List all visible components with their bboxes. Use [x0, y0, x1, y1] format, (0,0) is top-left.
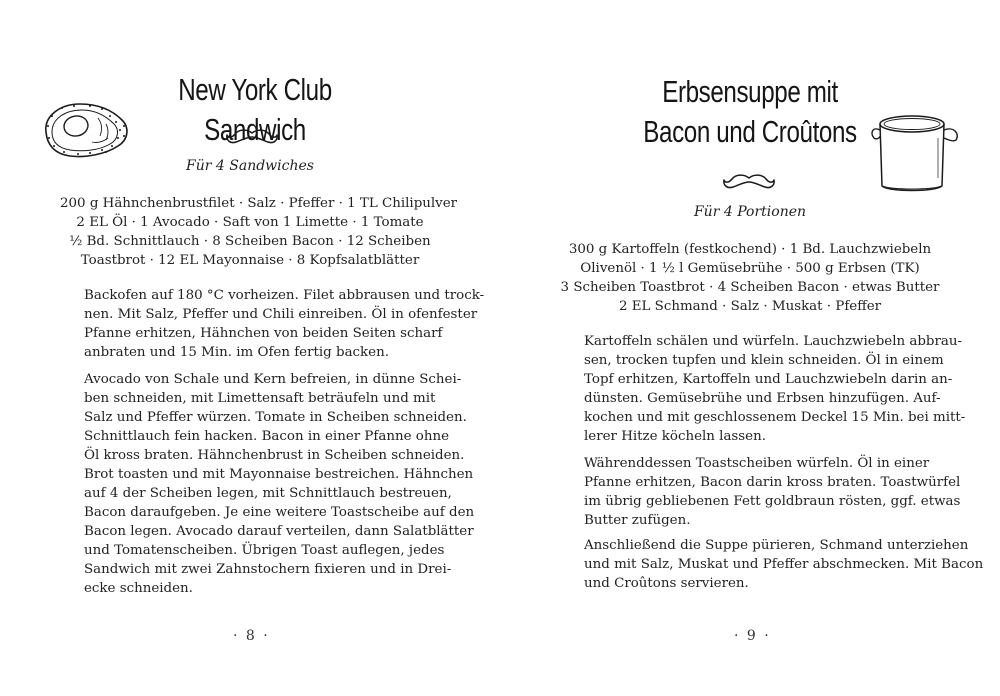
text-line: Pfanne erhitzen, Hähnchen von beiden Seiten scharf	[84, 326, 443, 341]
text-line: Bacon legen. Avocado darauf verteilen, dann Salatblätter	[84, 524, 474, 539]
text-line: Backofen auf 180 °C vorheizen. Filet abbrausen und trock-	[84, 288, 485, 303]
text-line: Salz und Pfeffer würzen. Tomate in Scheiben schneiden.	[84, 410, 467, 425]
text-line: im übrig gebliebenen Fett goldbraun rösten, ggf. etwas	[584, 494, 961, 509]
instruction-paragraph	[584, 332, 965, 446]
text-line: Brot toasten und mit Mayonnaise bestreichen. Hähnchen	[84, 467, 474, 482]
text-line: nen. Mit Salz, Pfeffer und Chili einreiben. Öl in ofenfester	[84, 307, 478, 322]
instruction-paragraph	[84, 370, 474, 598]
avocado-icon	[40, 96, 132, 162]
text-line: auf 4 der Scheiben legen, mit Schnittlauch bestreuen,	[84, 486, 452, 501]
text-line: ben schneiden, mit Limettensaft beträufeln und mit	[84, 391, 436, 406]
ingredient-line: 300 g Kartoffeln (festkochend) · 1 Bd. Lauchzwiebeln	[568, 242, 932, 257]
text-line: kochen und mit geschlossenem Deckel 15 Min. bei mitt-	[584, 410, 966, 425]
text-line: Schnittlauch fein hacken. Bacon in einer Pfanne ohne	[84, 429, 450, 444]
instruction-paragraph	[584, 454, 960, 530]
text-line: ecke schneiden.	[84, 581, 193, 596]
servings-label: Für 4 Portionen	[693, 204, 807, 220]
text-line: anbraten und 15 Min. im Ofen fertig backen.	[84, 345, 389, 360]
ingredients-list	[555, 240, 945, 316]
text-line: sen, trocken tupfen und klein schneiden. Öl in einem	[584, 353, 944, 368]
page-number: · 9 ·	[734, 628, 771, 644]
ingredients-list	[60, 194, 458, 270]
text-line: dünsten. Gemüsebrühe und Erbsen hinzufügen. Auf-	[584, 391, 941, 406]
ingredient-line: Toastbrot · 12 EL Mayonnaise · 8 Kopfsalatblätter	[80, 253, 420, 268]
title-line: New York Club Sandwich	[178, 72, 332, 147]
title-line: Bacon und Croûtons	[643, 114, 857, 149]
instruction-paragraph	[584, 536, 983, 593]
text-line: Bacon daraufgeben. Je eine weitere Toastscheibe auf den	[84, 505, 475, 520]
text-line: Kartoffeln schälen und würfeln. Lauchzwiebeln abbrau-	[584, 334, 963, 349]
text-line: Butter zufügen.	[584, 513, 691, 528]
text-line: Pfanne erhitzen, Bacon darin kross braten. Toastwürfel	[584, 475, 961, 490]
right-page	[500, 0, 1000, 696]
instruction-paragraph	[84, 286, 484, 362]
mustache-icon	[722, 170, 776, 192]
text-line: Anschließend die Suppe pürieren, Schmand unterziehen	[584, 538, 969, 553]
recipe-title	[629, 72, 871, 152]
text-line: Topf erhitzen, Kartoffeln und Lauchzwiebeln darin an-	[584, 372, 953, 387]
mustache-icon	[225, 125, 279, 147]
ingredient-line: 3 Scheiben Toastbrot · 4 Scheiben Bacon · etwas Butter	[560, 280, 940, 295]
text-line: lerer Hitze köcheln lassen.	[584, 429, 766, 444]
title-line: Erbsensuppe mit	[662, 74, 838, 109]
ingredient-line: 200 g Hähnchenbrustfilet · Salz · Pfeffer · 1 TL Chilipulver	[60, 196, 458, 211]
ingredient-line: 2 EL Öl · 1 Avocado · Saft von 1 Limette · 1 Tomate	[76, 215, 424, 230]
ingredient-line: ½ Bd. Schnittlauch · 8 Scheiben Bacon · 12 Scheiben	[69, 234, 431, 249]
text-line: und mit Salz, Muskat und Pfeffer abschmecken. Mit Bacon	[584, 557, 984, 572]
text-line: Sandwich mit zwei Zahnstochern fixieren und in Drei-	[84, 562, 452, 577]
text-line: und Croûtons servieren.	[584, 576, 749, 591]
text-line: Währenddessen Toastscheiben würfeln. Öl in einer	[584, 456, 930, 471]
text-line: und Tomatenscheiben. Übrigen Toast auflegen, jedes	[84, 543, 445, 558]
page-number: · 8 ·	[233, 628, 270, 644]
ingredient-line: Olivenöl · 1 ½ l Gemüsebrühe · 500 g Erbsen (TK)	[580, 261, 920, 276]
text-line: Öl kross braten. Hähnchenbrust in Scheiben schneiden.	[84, 448, 465, 463]
text-line: Avocado von Schale und Kern befreien, in dünne Schei-	[84, 372, 462, 387]
ingredient-line: 2 EL Schmand · Salz · Muskat · Pfeffer	[618, 299, 882, 314]
cooking-pot-icon	[868, 108, 964, 196]
servings-label: Für 4 Sandwiches	[186, 158, 314, 174]
